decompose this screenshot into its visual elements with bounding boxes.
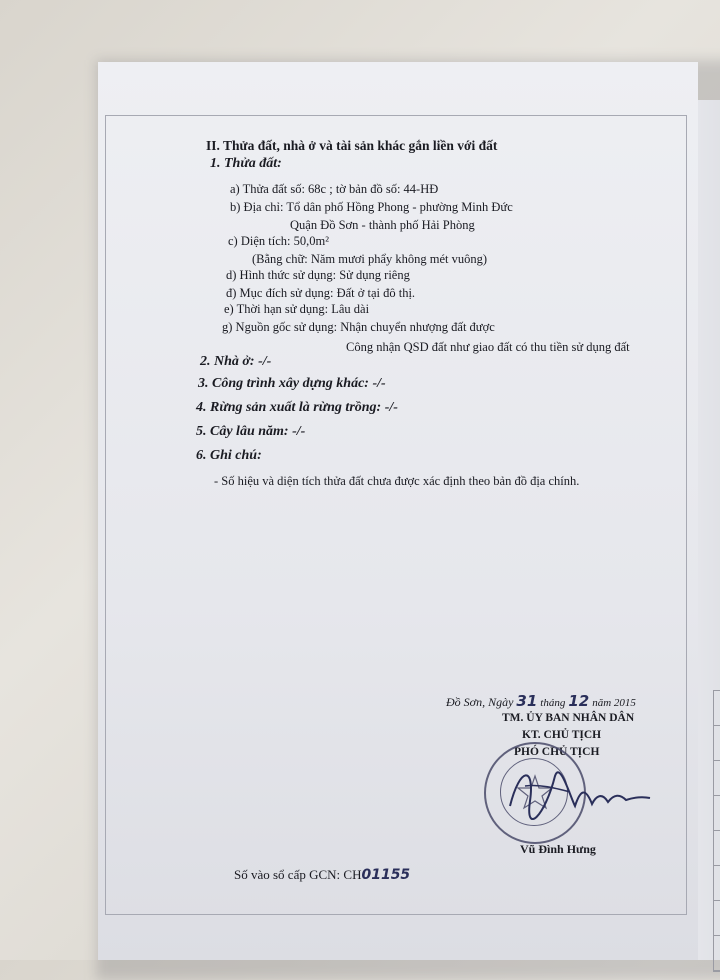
land-origin-line2: Công nhận QSD đất như giao đất có thu tiền sử dụng đất [346,340,630,354]
handwritten-signature [500,756,670,836]
registry-label: Số vào sổ cấp GCN: CH [234,867,362,882]
registry-handwritten-number: 01155 [361,867,411,883]
land-parcel-number: a) Thửa đất số: 68c ; tờ bản đồ số: 44-HĐ [230,182,439,196]
item-other-construction: 3. Công trình xây dựng khác: -/- [198,376,386,391]
registry-number [234,867,410,883]
adjacent-page-table [713,690,720,972]
signature-month: 12 [568,692,590,710]
signature-organization: TM. ỦY BAN NHÂN DÂN [502,712,635,724]
item-planted-forest: 4. Rừng sản xuất là rừng trồng: -/- [196,400,398,415]
item-perennial-trees: 5. Cây lâu năm: -/- [196,424,306,439]
signature-month-word: tháng [540,697,566,709]
signature-year: năm 2015 [592,697,636,709]
item-note-text: - Số hiệu và diện tích thửa đất chưa được xác định theo bản đồ địa chính. [214,474,580,488]
land-address-line2: Quận Đồ Sơn - thành phố Hải Phòng [290,218,475,232]
signature-role-2: PHÓ CHỦ TỊCH [514,746,600,758]
land-area-in-words: (Bằng chữ: Năm mươi phẩy không mét vuông) [252,252,488,266]
item-notes-title: 6. Ghi chú: [196,448,262,463]
land-usage-purpose: đ) Mục đích sử dụng: Đất ở tại đô thị. [226,286,416,300]
item-house: 2. Nhà ở: -/- [200,354,272,369]
land-usage-form: d) Hình thức sử dụng: Sử dụng riêng [226,268,410,282]
signature-place-date [446,692,636,710]
signature-role-1: KT. CHỦ TỊCH [522,729,602,741]
land-address: b) Địa chỉ: Tổ dân phố Hồng Phong - phường Minh Đức [230,200,513,214]
land-origin: g) Nguồn gốc sử dụng: Nhận chuyển nhượng đất được [222,320,495,334]
land-usage-term: e) Thời hạn sử dụng: Lâu dài [224,302,370,316]
section-heading: II. Thửa đất, nhà ở và tài sản khác gắn liền với đất [206,138,498,153]
signer-name: Vũ Đình Hưng [520,842,596,856]
land-area: c) Diện tích: 50,0m² [228,234,329,248]
signature-place: Đồ Sơn, Ngày [446,695,514,709]
subsection-land-title: 1. Thửa đất: [210,156,282,171]
signature-day: 31 [516,692,538,710]
